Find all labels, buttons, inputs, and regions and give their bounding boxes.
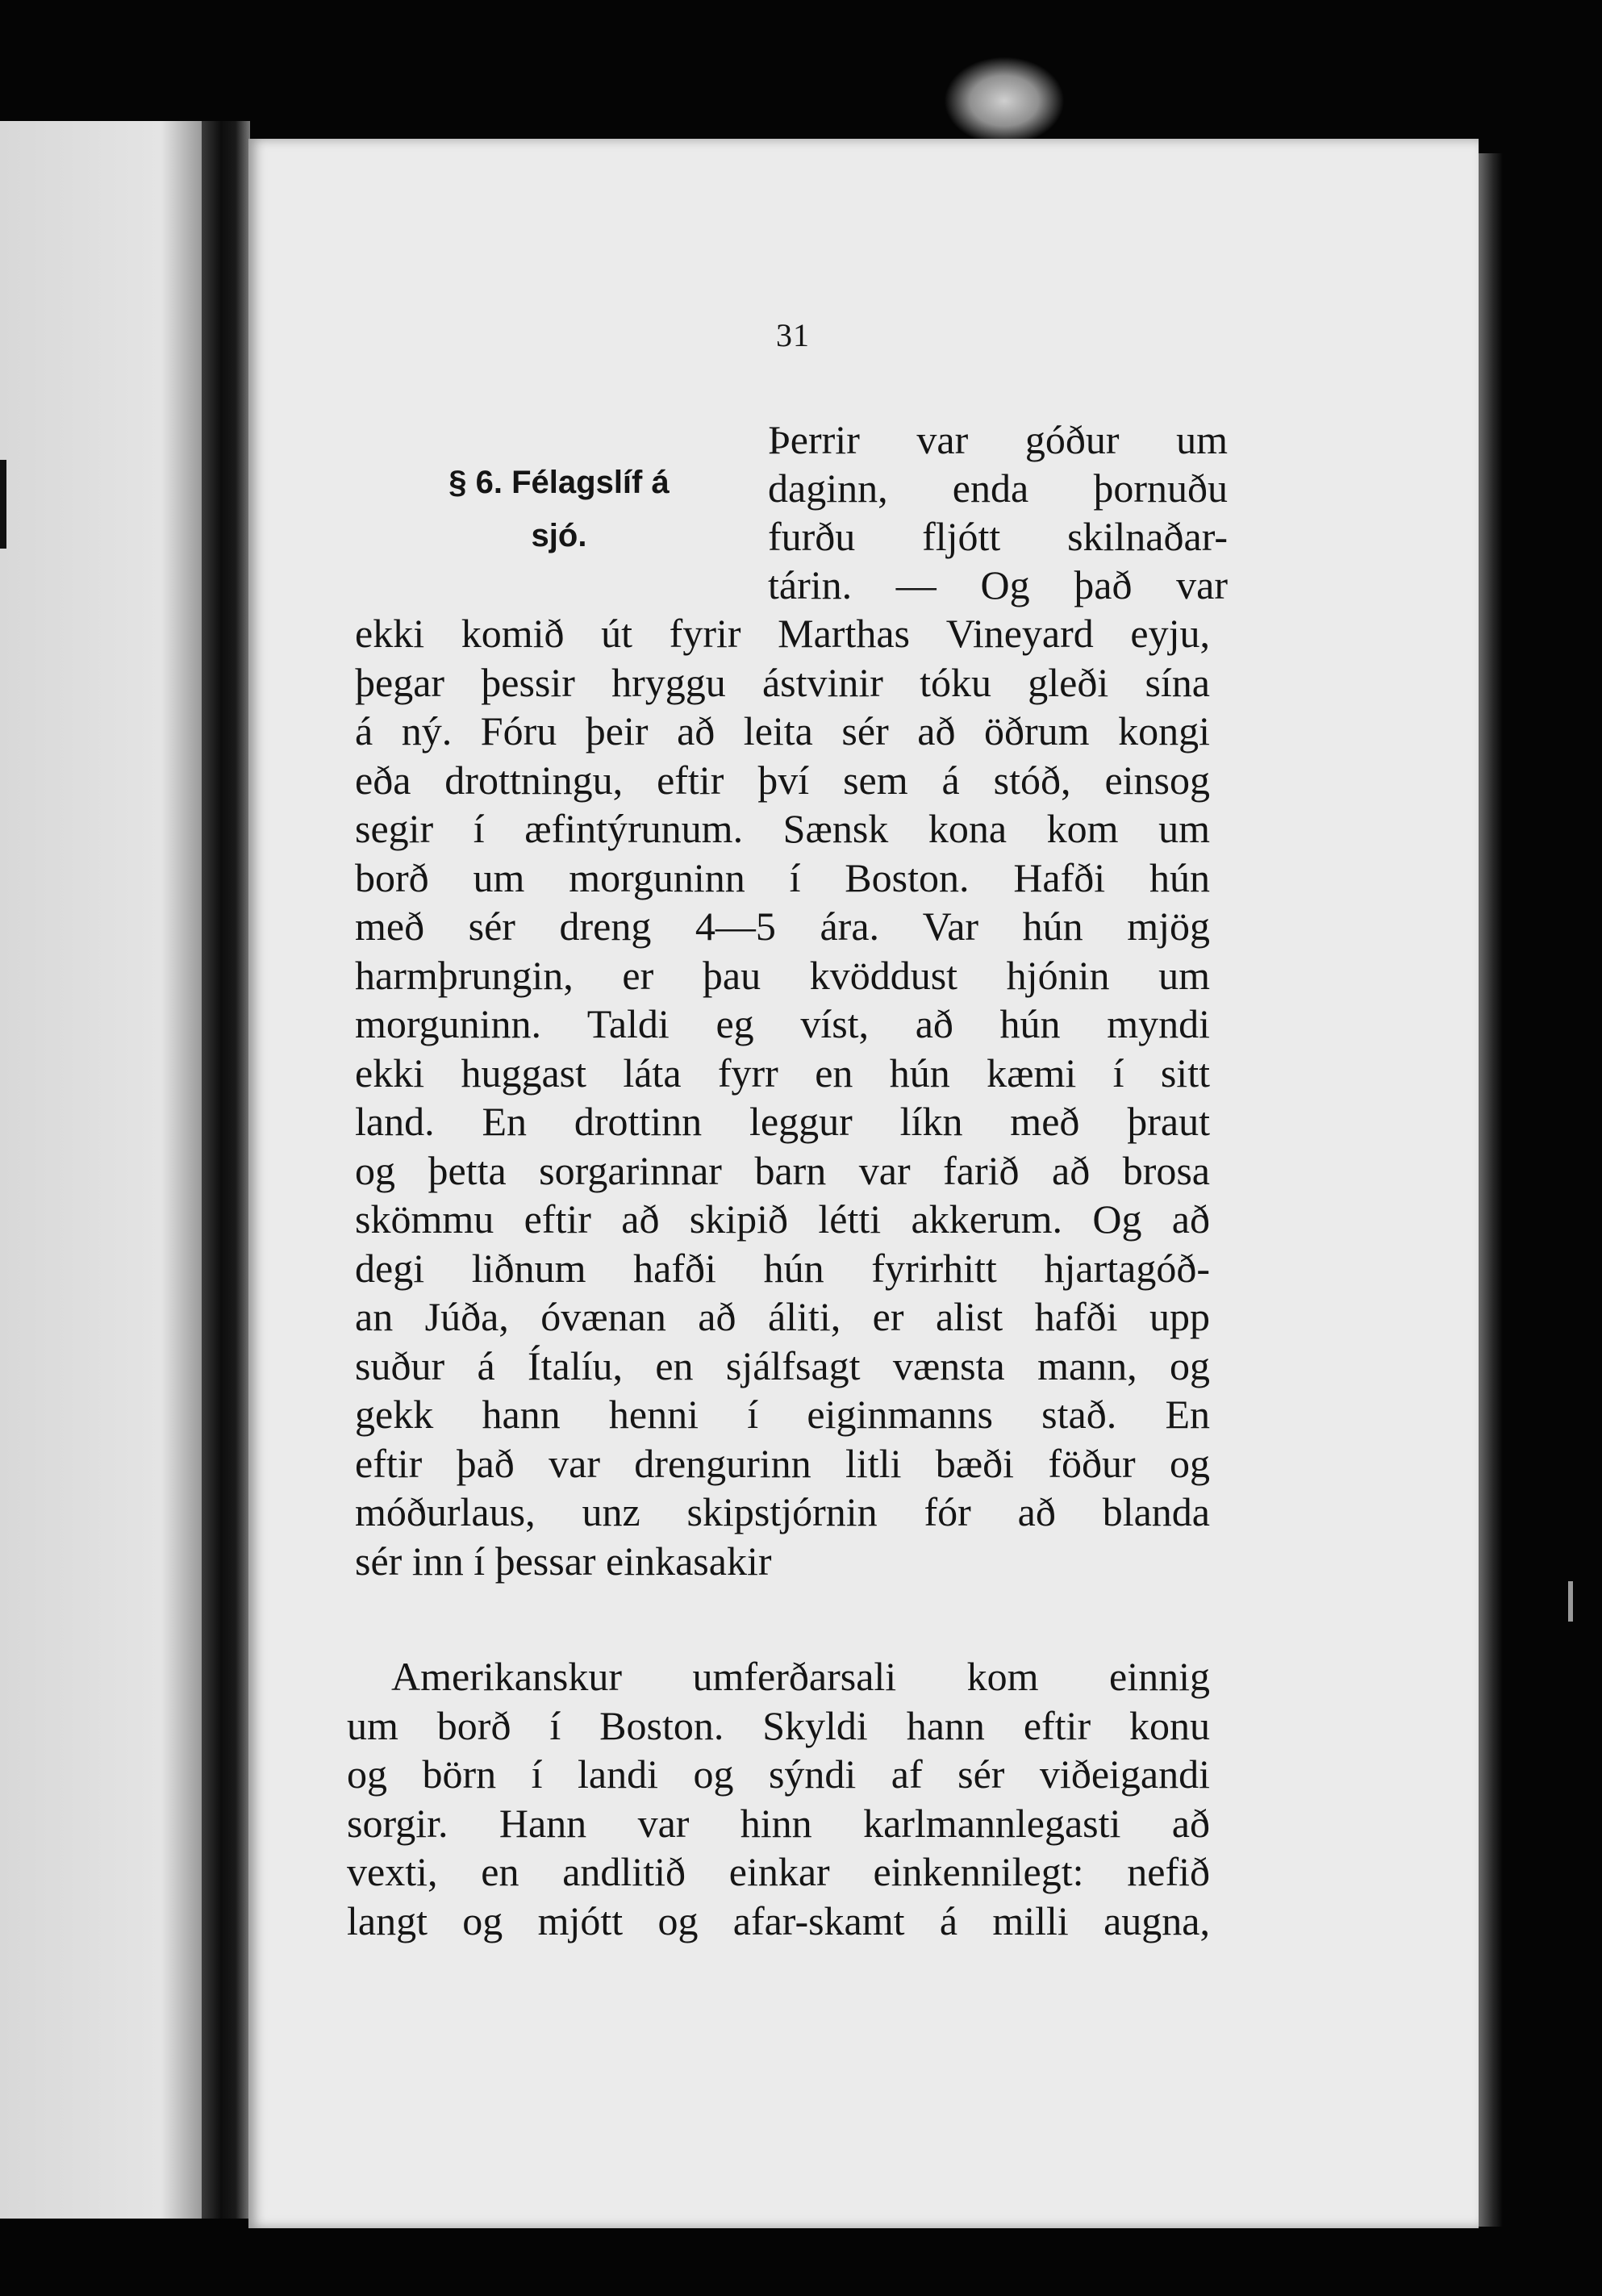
text-line: skömmu eftir að skipið létti akkerum. Og að <box>355 1196 1210 1242</box>
page-shadow-edge <box>1479 153 1503 2227</box>
paragraph-1 <box>355 609 1210 1585</box>
text-line: eftir það var drengurinn litli bæði föður og <box>355 1440 1210 1486</box>
section-heading <box>378 456 741 562</box>
text-line: Þerrir var góður um <box>768 417 1228 462</box>
text-line: með sér dreng 4—5 ára. Var hún mjög <box>355 904 1210 949</box>
text-line: móðurlaus, unz skipstjórnin fór að blanda <box>355 1489 1210 1534</box>
page-number: 31 <box>776 317 810 353</box>
text-line: land. En drottinn leggur líkn með þraut <box>355 1099 1210 1144</box>
text-line: sorgir. Hann var hinn karlmannlegasti að <box>347 1800 1210 1846</box>
text-line: þegar þessir hryggu ástvinir tóku gleði sína <box>355 659 1210 705</box>
page-edge-mark <box>0 500 6 549</box>
text-line: borð um morguninn í Boston. Hafði hún <box>355 854 1210 900</box>
text-line: Amerikanskur umferðarsali kom einnig <box>391 1654 1210 1699</box>
text-line: gekk hann henni í eiginmanns stað. En <box>355 1392 1210 1437</box>
text-line: eða drottningu, eftir því sem á stóð, einsog <box>355 757 1210 803</box>
page-corner-smudge <box>944 56 1065 145</box>
text-line: daginn, enda þornuðu <box>768 465 1228 511</box>
text-line: degi liðnum hafði hún fyrirhitt hjartagóð- <box>355 1245 1210 1291</box>
text-line: á ný. Fóru þeir að leita sér að öðrum kongi <box>355 708 1210 754</box>
page-edge-mark <box>1568 1581 1573 1622</box>
text-line: segir í æfintýrunum. Sænsk kona kom um <box>355 806 1210 851</box>
text-line: langt og mjótt og afar-skamt á milli augna, <box>347 1897 1210 1943</box>
text-line: og börn í landi og sýndi af sér viðeigandi <box>347 1751 1210 1797</box>
text-line: um borð í Boston. Skyldi hann eftir konu <box>347 1702 1210 1748</box>
text-line: sér inn í þessar einkasakir <box>355 1538 772 1584</box>
paragraph-2 <box>347 1652 1210 1945</box>
text-line: ekki komið út fyrir Marthas Vineyard eyju, <box>355 611 1210 656</box>
text-line: harmþrungin, er þau kvöddust hjónin um <box>355 952 1210 998</box>
side-text <box>768 415 1228 609</box>
book-gutter <box>202 121 250 2219</box>
previous-page-edge <box>0 121 202 2219</box>
text-line: ekki huggast láta fyrr en hún kæmi í sitt <box>355 1050 1210 1096</box>
text-line: suður á Ítalíu, en sjálfsagt vænsta mann, og <box>355 1342 1210 1388</box>
text-line: vexti, en andlitið einkar einkennilegt: nefið <box>347 1849 1210 1894</box>
section-heading-line: sjó. <box>531 518 587 553</box>
text-line: og þetta sorgarinnar barn var farið að brosa <box>355 1147 1210 1193</box>
text-line: tárin. — Og það var <box>768 562 1228 607</box>
section-heading-line: § 6. Félagslíf á <box>448 465 670 500</box>
text-line: an Júða, óvænan að áliti, er alist hafði upp <box>355 1294 1210 1339</box>
text-line: morguninn. Taldi eg víst, að hún myndi <box>355 1001 1210 1046</box>
text-line: furðu fljótt skilnaðar- <box>768 514 1228 559</box>
